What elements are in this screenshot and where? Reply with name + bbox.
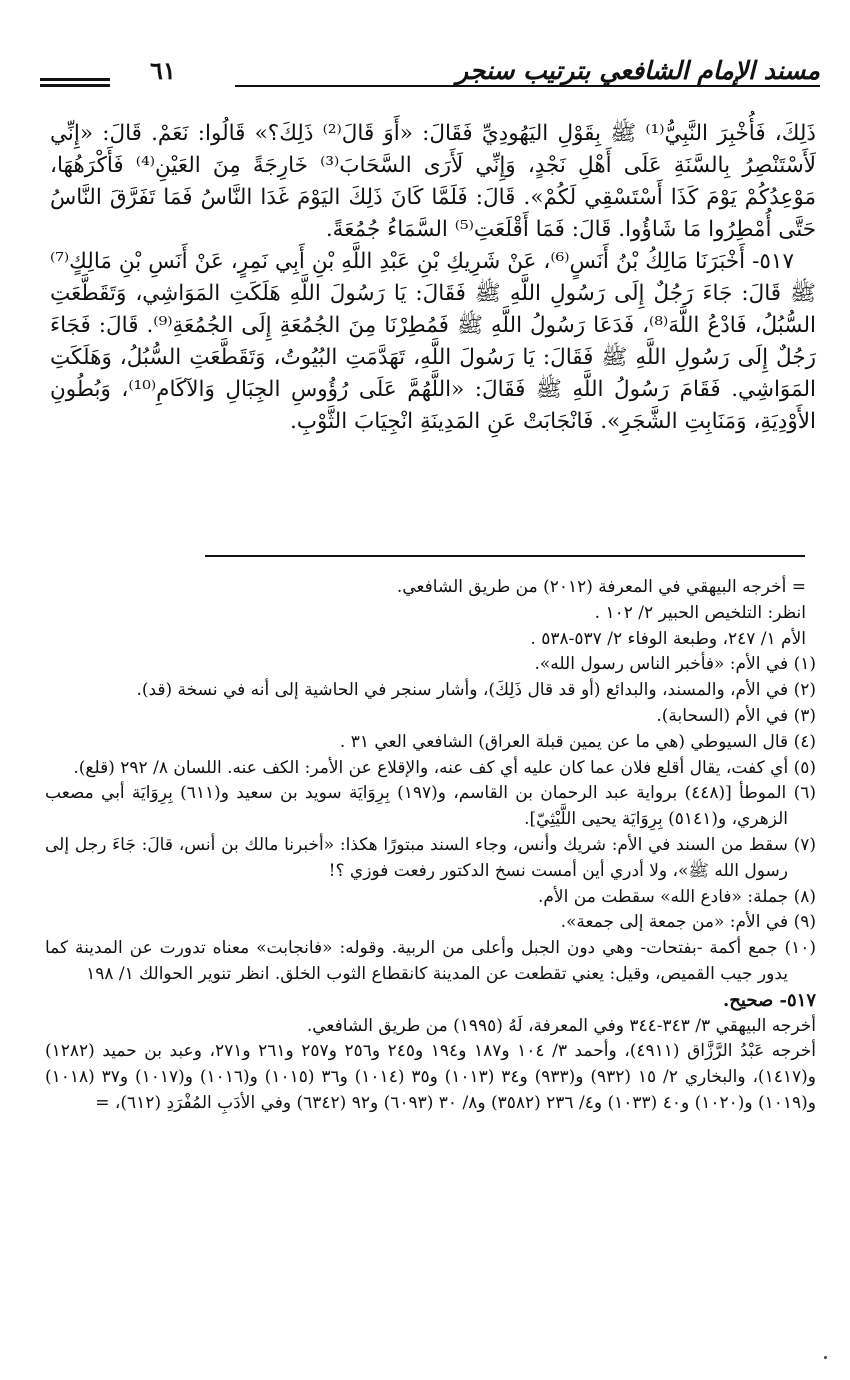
footnote-3: (٣) في الأم (السحابة).	[656, 705, 816, 726]
footnote-9: (٩) في الأم: «من جمعة إلى جمعة».	[560, 912, 816, 933]
header-rule	[235, 85, 820, 87]
footnote-10: (١٠) جمع أكمة -بفتحات- وهي دون الجبل وأعلى من الربية. وقوله: «فانجابت» معناه تدورت عن المدينة كما يدور جيب القميص، وقيل: يعني تقطعت عن المدينة كانقطاع الثوب الخلق. انظر تنوير الحوالك ١/ ١٩٨	[45, 938, 816, 984]
footnote-4: (٤) قال السيوطي (هي ما عن يمين قبلة العراق) الشافعي العي ٣١ .	[339, 731, 816, 752]
note-continuation: = أخرجه البيهقي في المعرفة (٢٠١٢) من طريق الشافعي.	[396, 577, 806, 597]
book-title: مسند الإمام الشافعي بترتيب سنجر	[456, 56, 820, 85]
footnote-separator	[205, 555, 805, 557]
footnote-6: (٦) الموطأ [(٤٤٨) برواية عبد الرحمان بن القاسم، و(١٩٧) بِرِوَايَة سويد بن سعيد و(٦١١) بِرِوَايَة أبي مصعب الزهري، و(٥١٤١) بِرِوَايَة يحيى اللَّيْثِيّ].	[45, 783, 816, 830]
running-header	[40, 56, 820, 96]
footnote-1: (١) في الأم: «فأخبر الناس رسول الله».	[534, 654, 816, 675]
footnote-7: (٧) سقط من السند في الأم: شريك وأنس، وجاء السند مبتورًا هكذا: «أخبرنا مالك بن أنس، قالَ: جَاءَ رجل إلى رسول الله ﷺ»، ولا أدري أين أمست نسخ الدكتور رفعت فوزي ؟!	[45, 834, 816, 881]
main-text	[50, 118, 816, 438]
footnote-8: (٨) جملة: «فادع الله» سقطت من الأم.	[538, 886, 816, 907]
page-mark-dot	[824, 1356, 827, 1359]
main-paragraph: ذَلِكَ، فَأُخْبِرَ النَّبِيُّ⁽¹⁾ ﷺ بِقَوْلِ اليَهُودِيِّ فَقَالَ: «أَوَ قَالَ⁽²⁾ ذَلِكَ؟» قَالُوا: نَعَمْ. قَالَ: «إِنِّي لَأَسْتَنْصِرُ بِالسَّنَةِ عَلَى أَهْلِ نَجْدٍ، وَإِنِّي لَأَرَى السَّحَابَ⁽³⁾ خَارِجَةً مِنَ العَيْنِ⁽⁴⁾ فَأَكْرَهُهَا، مَوْعِدُكُمْ يَوْمَ كَذَا أَسْتَسْقِي لَكُمْ». قَالَ: فَلَمَّا كَانَ ذَلِكَ اليَوْمَ غَدَا النَّاسُ فَمَا تَفَرَّقَ النَّاسُ حَتَّى أُمْطِرُوا مَا شَاؤُوا. قَالَ: فَمَا أَقْلَعَتِ⁽⁵⁾ السَّمَاءُ جُمُعَةً.	[50, 121, 816, 242]
footnote-2: (٢) في الأم، والمسند، والبدائع (أو قد قال ذَلِكَ)، وأشار سنجر في الحاشية إلى أنه في نسخة (قد).	[136, 680, 816, 701]
hadith-grade-label: ٥١٧- صحيح.	[723, 989, 816, 1011]
footnote-5: (٥) أي كفت، يقال أقلع فلان عما كان عليه أي كف عنه، والإقلاع عن الأمر: الكف عنه. اللسان ٨/ ٢٩٢ (قلع).	[73, 757, 816, 778]
header-double-rule	[40, 78, 110, 87]
takhrij-line: أخرجه عَبْدُ الرَّزَّاق (٤٩١١)، وأحمد ٣/ ١٠٤ و١٨٧ و١٩٤ و٢٤٥ و٢٥٦ و٢٥٧ و٢٦١ و٢٧١، وعبد بن حميد (١٢٨٢) و(١٤١٧)، والبخاري ٢/ ١٥ (٩٣٢) و(٩٣٣) و٣٤ (١٠١٣) و٣٥ (١٠١٤) و٣٦ (١٠١٥) و(١٠١٦) و(١٠١٧) و٣٧ (١٠١٨) و(١٠١٩) و(١٠٢٠) و٤٠ (١٠٣٣) و٤/ ٢٣٦ (٣٥٨٢) و٨/ ٣٠ (٦٠٩٣) و٩٢ (٦٣٤٢) وفي الأدَبِ المُفْرَدِ (٦١٢)، =	[45, 1041, 817, 1113]
hadith-517-paragraph: ٥١٧- أَخْبَرَنَا مَالِكُ بْنُ أَنَسٍ⁽⁶⁾، عَنْ شَرِيكِ بْنِ عَبْدِ اللَّهِ بْنِ أَبِي نَمِرٍ، عَنْ أَنَسِ بْنِ مَالِكٍ⁽⁷⁾ ﷺ قَالَ: جَاءَ رَجُلٌ إِلَى رَسُولِ اللَّهِ ﷺ فَقَالَ: يَا رَسُولَ اللَّهِ هَلَكَتِ المَوَاشِي، وَتَقَطَّعَتِ السُّبُلُ، فَادْعُ اللَّهَ⁽⁸⁾، فَدَعَا رَسُولُ اللَّهِ ﷺ فَمُطِرْنَا مِنَ الجُمُعَةِ إِلَى الجُمُعَةِ⁽⁹⁾. قَالَ: فَجَاءَ رَجُلٌ إِلَى رَسُولِ اللَّهِ ﷺ فَقَالَ: يَا رَسُولَ اللَّهِ، تَهَدَّمَتِ البُيُوتُ، وَتَقَطَّعَتِ السُّبُلُ، وَهَلَكَتِ المَوَاشِي. فَقَامَ رَسُولُ اللَّهِ ﷺ فَقَالَ: «اللَّهُمَّ عَلَى رُؤُوسِ الجِبَالِ وَالآكَامِ⁽¹⁰⁾، وَبُطُونِ الأَوْدِيَةِ، وَمَنَابِتِ الشَّجَرِ». فَانْجَابَتْ عَنِ المَدِينَةِ انْجِيَابَ الثَّوْبِ.	[50, 249, 816, 434]
takhrij-line: أخرجه البيهقي ٣/ ٣٤٣-٣٤٤ وفي المعرفة، لَهُ (١٩٩٥) من طريق الشافعي.	[306, 1015, 816, 1036]
page-number: ٦١	[150, 56, 176, 85]
note-continuation: الأم ١/ ٢٤٧، وطبعة الوفاء ٢/ ٥٣٧-٥٣٨ .	[530, 628, 806, 649]
note-continuation: انظر: التلخيص الحبير ٢/ ١٠٢ .	[594, 602, 806, 623]
footnotes-section	[45, 575, 816, 1117]
